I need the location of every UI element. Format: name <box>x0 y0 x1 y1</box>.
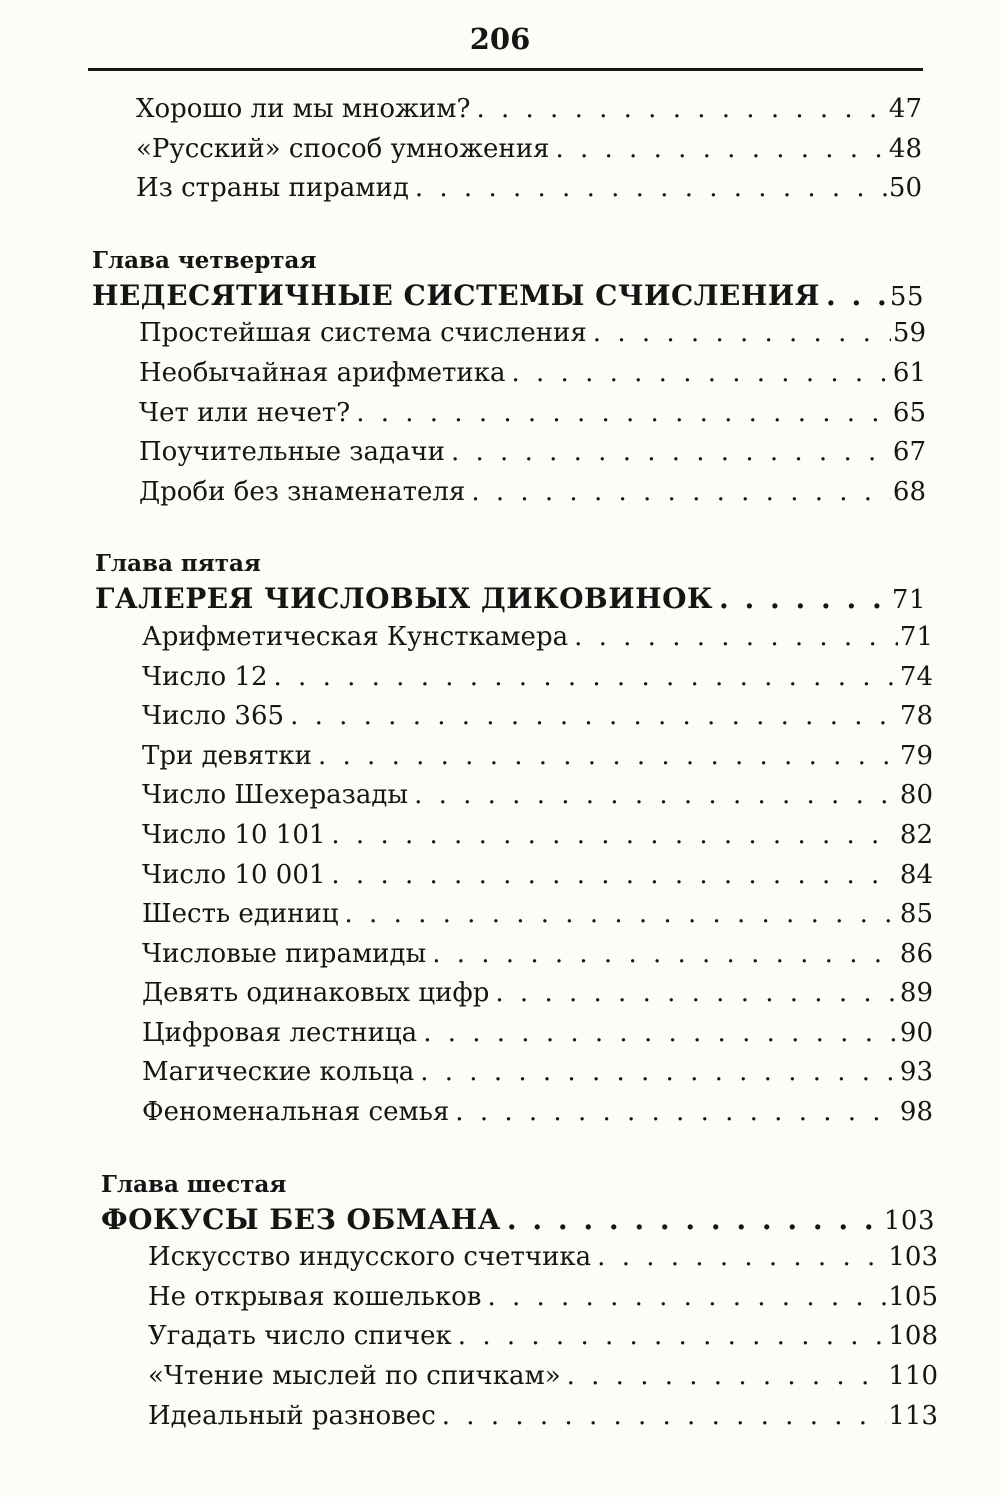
entry-title: Магические кольца <box>142 1057 415 1088</box>
entry-title: Шесть единиц <box>142 899 339 930</box>
dot-leader <box>356 398 891 428</box>
entry-title: Девять одинаковых цифр <box>142 978 490 1009</box>
entry-page: 89 <box>899 978 933 1009</box>
entry-title: Цифровая лестница <box>142 1017 418 1048</box>
toc-entry[interactable] <box>148 1361 938 1401</box>
chapter-section-6 <box>0 1167 1000 1441</box>
entry-page: 85 <box>899 899 933 930</box>
entry-title: Дроби без знаменателя <box>139 476 466 507</box>
entry-title: Искусство индусского счетчика <box>148 1242 592 1273</box>
entry-title: «Русский» способ умножения <box>136 133 550 164</box>
dot-leader <box>574 622 898 652</box>
entry-title: Хорошо ли мы множим? <box>136 94 471 124</box>
dot-leader <box>415 173 887 203</box>
toc-entry[interactable] <box>142 1018 933 1058</box>
entry-page: 71 <box>899 621 933 652</box>
chapter-label: Глава шестая <box>101 1170 287 1198</box>
chapter-page: 55 <box>889 281 924 312</box>
entry-title: «Чтение мыслей по спичкам» <box>148 1361 561 1392</box>
entry-title: Простейшая система счисления <box>139 318 587 349</box>
toc-entry[interactable] <box>139 358 926 398</box>
toc-entry[interactable] <box>148 1321 938 1361</box>
chapter-heading[interactable] <box>92 279 924 319</box>
chapter-label: Глава четвертая <box>92 246 317 274</box>
chapter-heading[interactable] <box>101 1203 935 1243</box>
toc-entry[interactable] <box>139 318 926 358</box>
entry-page: 82 <box>899 819 933 850</box>
toc-entry[interactable] <box>148 1282 938 1322</box>
dot-leader <box>331 860 898 890</box>
entry-title: Число 10 101 <box>142 819 326 850</box>
entry-title: Число Шехеразады <box>142 780 409 811</box>
chapter-title: ФОКУСЫ БЕЗ ОБМАНА <box>101 1202 501 1236</box>
dot-leader <box>826 279 888 312</box>
entry-title: Угадать число спичек <box>148 1321 452 1352</box>
entry-page: 80 <box>899 780 933 811</box>
dot-leader <box>471 477 891 507</box>
entry-title: Идеальный разновес <box>148 1400 436 1431</box>
entry-page: 110 <box>888 1361 938 1392</box>
continued-entries <box>136 94 922 213</box>
entry-page: 67 <box>892 437 926 468</box>
toc-entry[interactable] <box>139 477 926 517</box>
entry-page: 48 <box>888 133 922 164</box>
toc-entry[interactable] <box>142 860 933 900</box>
dot-leader <box>487 1282 886 1312</box>
entry-title: Числовые пирамиды <box>142 938 427 969</box>
entry-title: Число 12 <box>142 661 268 692</box>
entry-page: 47 <box>888 94 922 124</box>
dot-leader <box>507 1203 882 1236</box>
dot-leader <box>414 780 898 810</box>
toc-entry[interactable] <box>142 701 933 741</box>
toc-entry[interactable] <box>142 820 933 860</box>
toc-entry[interactable] <box>136 134 922 174</box>
chapter-page: 103 <box>883 1205 935 1236</box>
dot-leader <box>593 318 891 348</box>
toc-entry[interactable] <box>142 978 933 1018</box>
entry-title: Не открывая кошельков <box>148 1281 482 1312</box>
dot-leader <box>331 820 898 850</box>
entry-title: Число 365 <box>142 701 285 732</box>
header-rule <box>88 68 923 71</box>
entry-title: Поучительные задачи <box>139 437 445 468</box>
toc-entry[interactable] <box>139 437 926 477</box>
entry-page: 79 <box>899 740 933 771</box>
dot-leader <box>719 582 890 615</box>
entry-page: 61 <box>892 357 926 388</box>
chapter-section-5 <box>0 546 1000 1136</box>
dot-leader <box>495 978 898 1008</box>
toc-entry[interactable] <box>142 939 933 979</box>
toc-entry[interactable] <box>139 398 926 438</box>
dot-leader <box>567 1361 887 1391</box>
dot-leader <box>458 1321 887 1351</box>
entry-page: 90 <box>899 1017 933 1048</box>
dot-leader <box>555 134 886 164</box>
entry-page: 78 <box>899 701 933 732</box>
dot-leader <box>274 662 898 692</box>
entry-title: Из страны пирамид <box>136 173 409 204</box>
entry-title: Чет или нечет? <box>139 397 351 428</box>
toc-entry[interactable] <box>142 899 933 939</box>
chapter-title: НЕДЕСЯТИЧНЫЕ СИСТЕМЫ СЧИСЛЕНИЯ <box>92 278 820 312</box>
page-number: 206 <box>469 22 531 56</box>
entry-page: 50 <box>888 173 922 204</box>
dot-leader <box>318 741 898 771</box>
dot-leader <box>345 899 898 929</box>
entry-title: Арифметическая Кунсткамера <box>142 621 569 652</box>
chapter-title: ГАЛЕРЕЯ ЧИСЛОВЫХ ДИКОВИНОК <box>95 582 713 616</box>
toc-entry[interactable] <box>142 1097 933 1137</box>
entry-page: 59 <box>892 318 926 349</box>
entry-title: Феноменальная семья <box>142 1097 450 1128</box>
entry-page: 68 <box>892 476 926 507</box>
toc-entry[interactable] <box>148 1401 938 1441</box>
toc-entry[interactable] <box>142 780 933 820</box>
dot-leader <box>423 1018 898 1048</box>
entry-page: 98 <box>899 1097 933 1128</box>
dot-leader <box>597 1242 886 1272</box>
toc-entry[interactable] <box>136 173 922 213</box>
entry-page: 86 <box>899 938 933 969</box>
toc-entry[interactable] <box>142 662 933 702</box>
chapter-heading[interactable] <box>95 582 926 622</box>
dot-leader <box>451 437 891 467</box>
entry-title: Число 10 001 <box>142 859 326 890</box>
entry-title: Необычайная арифметика <box>139 357 506 388</box>
toc-entry[interactable] <box>136 94 922 134</box>
entry-page: 84 <box>899 859 933 890</box>
entry-page: 105 <box>888 1281 938 1312</box>
table-of-contents <box>0 94 1000 1440</box>
entry-page: 74 <box>899 661 933 692</box>
chapter-page: 71 <box>891 585 926 616</box>
toc-entry[interactable] <box>142 622 933 662</box>
dot-leader <box>442 1401 887 1431</box>
entry-page: 103 <box>888 1242 938 1273</box>
chapter-label: Глава пятая <box>95 550 261 578</box>
toc-entry[interactable] <box>148 1242 938 1282</box>
entry-page: 65 <box>892 397 926 428</box>
dot-leader <box>455 1097 898 1127</box>
chapter-section-4 <box>0 243 1000 517</box>
entry-page: 108 <box>888 1321 938 1352</box>
dot-leader <box>290 701 898 731</box>
dot-leader <box>432 939 898 969</box>
dot-leader <box>420 1057 898 1087</box>
entry-title: Три девятки <box>142 740 312 771</box>
toc-entry[interactable] <box>142 1057 933 1097</box>
entry-page: 93 <box>899 1057 933 1088</box>
entry-page: 113 <box>888 1400 938 1431</box>
dot-leader <box>476 94 886 124</box>
toc-entry[interactable] <box>142 741 933 781</box>
dot-leader <box>511 358 890 388</box>
